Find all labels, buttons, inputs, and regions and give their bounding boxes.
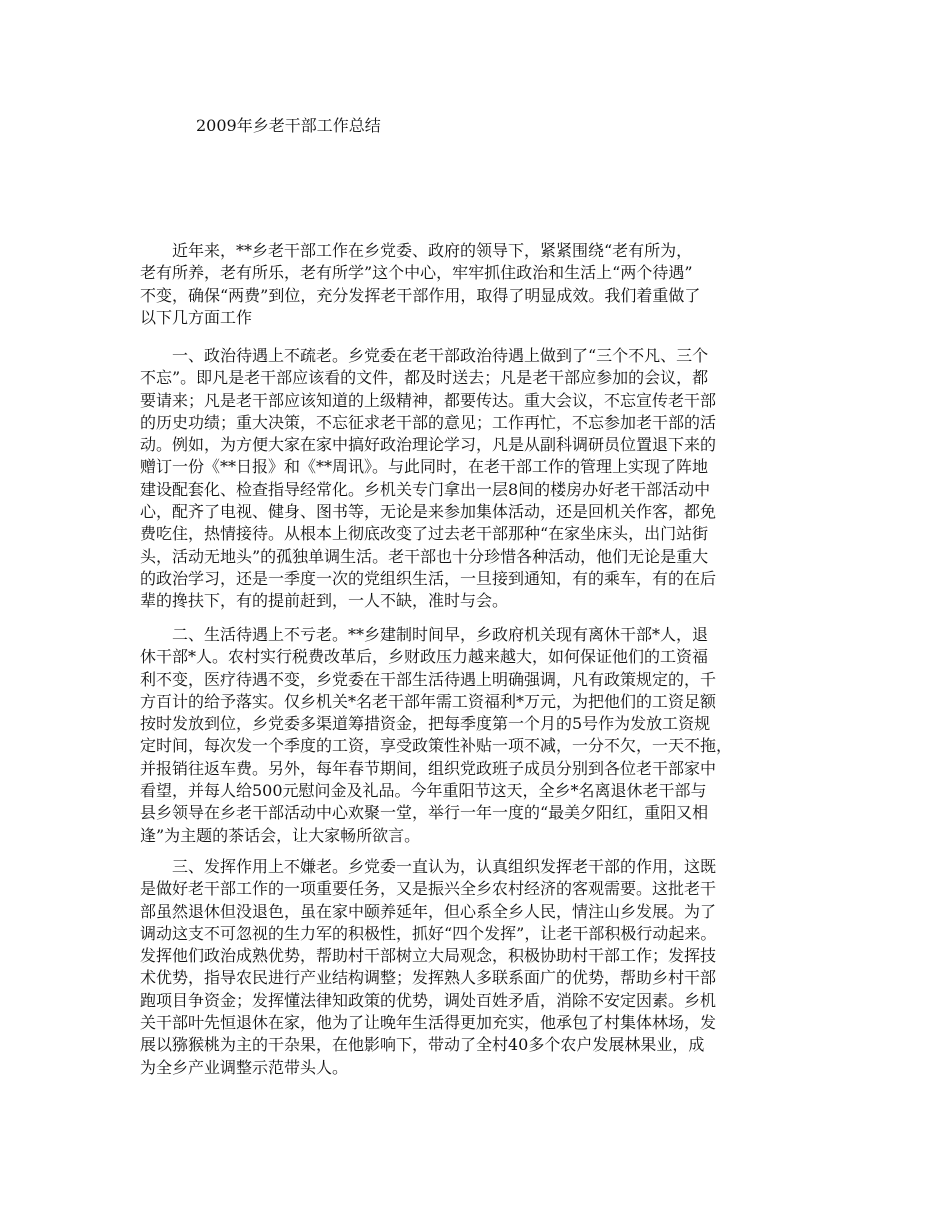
text-line: 利不变，医疗待遇不变，乡党委在干部生活待遇上明确强调，凡有政策规定的，千 bbox=[140, 669, 717, 689]
paragraph-political-treatment bbox=[140, 345, 830, 613]
paragraph-living-treatment bbox=[140, 624, 830, 847]
text-line: 是做好老干部工作的一项重要任务，又是振兴全乡农村经济的客观需要。这批老干 bbox=[140, 879, 717, 899]
text-line: 费吃住，热情接待。从根本上彻底改变了过去老干部那种“在家坐床头，出门站街 bbox=[140, 524, 709, 544]
text-line: 三、发挥作用上不嫌老。乡党委一直认为，认真组织发挥老干部的作用，这既 bbox=[140, 857, 717, 876]
text-line: 并报销往返车费。另外，每年春节期间，组织党政班子成员分别到各位老干部家中 bbox=[140, 758, 717, 778]
text-line: 调动这支不可忽视的生力军的积极性，抓好“四个发挥”，让老干部积极行动起来。 bbox=[140, 923, 717, 943]
text-line: 县乡领导在乡老干部活动中心欢聚一堂，举行一年一度的“最美夕阳红，重阳又相 bbox=[140, 803, 709, 823]
text-line: 要请来；凡是老干部应该知道的上级精神，都要传达。重大会议，不忘宣传老干部 bbox=[140, 390, 717, 410]
text-line: 跑项目争资金；发挥懂法律知政策的优势，调处百姓矛盾，消除不安定因素。乡机 bbox=[140, 990, 717, 1010]
text-line: 一、政治待遇上不疏老。乡党委在老干部政治待遇上做到了“三个不凡、三个 bbox=[140, 346, 709, 365]
text-line: 近年来，**乡老干部工作在乡党委、政府的领导下，紧紧围绕“老有所为， bbox=[140, 241, 693, 260]
text-line: 的历史功绩；重大决策，不忘征求老干部的意见；工作再忙，不忘参加老干部的活 bbox=[140, 412, 717, 432]
text-line: 的政治学习，还是一季度一次的党组织生活，一旦接到通知，有的乘车，有的在后 bbox=[140, 568, 717, 588]
text-line: 头，活动无地头”的孤独单调生活。老干部也十分珍惜各种活动，他们无论是重大 bbox=[140, 546, 709, 566]
text-line: 休干部*人。农村实行税费改革后，乡财政压力越来越大，如何保证他们的工资福 bbox=[140, 647, 709, 667]
text-line: 建设配套化、检查指导经常化。乡机关专门拿出一层8间的楼房办好老干部活动中 bbox=[140, 479, 711, 499]
text-line: 术优势，指导农民进行产业结构调整；发挥熟人多联系面广的优势，帮助乡村干部 bbox=[140, 968, 717, 988]
document-title: 2009年乡老干部工作总结 bbox=[196, 116, 381, 135]
text-line: 心，配齐了电视、健身、图书等，无论是来参加集体活动，还是回机关作客，都免 bbox=[140, 502, 717, 522]
text-line: 不变，确保“两费”到位，充分发挥老干部作用，取得了明显成效。我们着重做了 bbox=[140, 285, 701, 305]
text-line: 按时发放到位，乡党委多渠道筹措资金，把每季度第一个月的5号作为发放工资规 bbox=[140, 714, 711, 734]
text-line: 看望，并每人给500元慰问金及礼品。今年重阳节这天，全乡*名离退休老干部与 bbox=[140, 781, 707, 801]
text-line: 展以猕猴桃为主的干杂果，在他影响下，带动了全村40多个农户发展林果业，成 bbox=[140, 1035, 705, 1055]
text-line: 辈的搀扶下，有的提前赶到，一人不缺，准时与会。 bbox=[140, 591, 509, 611]
text-line: 为全乡产业调整示范带头人。 bbox=[140, 1057, 349, 1077]
text-line: 关干部叶先恒退休在家，他为了让晚年生活得更加充实，他承包了村集体林场，发 bbox=[140, 1013, 717, 1033]
text-line: 部虽然退休但没退色，虽在家中颐养延年，但心系全乡人民，情注山乡发展。为了 bbox=[140, 901, 717, 921]
text-line: 动。例如，为方便大家在家中搞好政治理论学习，凡是从副科调研员位置退下来的 bbox=[140, 435, 717, 455]
text-line: 方百计的给予落实。仅乡机关*名老干部年需工资福利*万元，为把他们的工资足额 bbox=[140, 691, 717, 711]
text-line: 老有所养，老有所乐，老有所学”这个中心，牢牢抓住政治和生活上“两个待遇” bbox=[140, 263, 693, 283]
text-line: 不忘”。即凡是老干部应该看的文件，都及时送去；凡是老干部应参加的会议，都 bbox=[140, 368, 709, 388]
text-line: 定时间，每次发一个季度的工资，享受政策性补贴一项不减，一分不欠，一天不拖， bbox=[140, 736, 733, 756]
text-line: 以下几方面工作 bbox=[140, 307, 253, 327]
paragraph-play-role bbox=[140, 856, 830, 1079]
text-line: 发挥他们政治成熟优势，帮助村干部树立大局观念，积极协助村干部工作；发挥技 bbox=[140, 946, 717, 966]
text-line: 赠订一份《**日报》和《**周讯》。与此同时，在老干部工作的管理上实现了阵地 bbox=[140, 457, 709, 477]
text-line: 逢”为主题的茶话会，让大家畅所欲言。 bbox=[140, 825, 421, 845]
text-line: 二、生活待遇上不亏老。**乡建制时间早，乡政府机关现有离休干部*人，退 bbox=[140, 625, 709, 644]
paragraph-intro bbox=[140, 240, 830, 329]
